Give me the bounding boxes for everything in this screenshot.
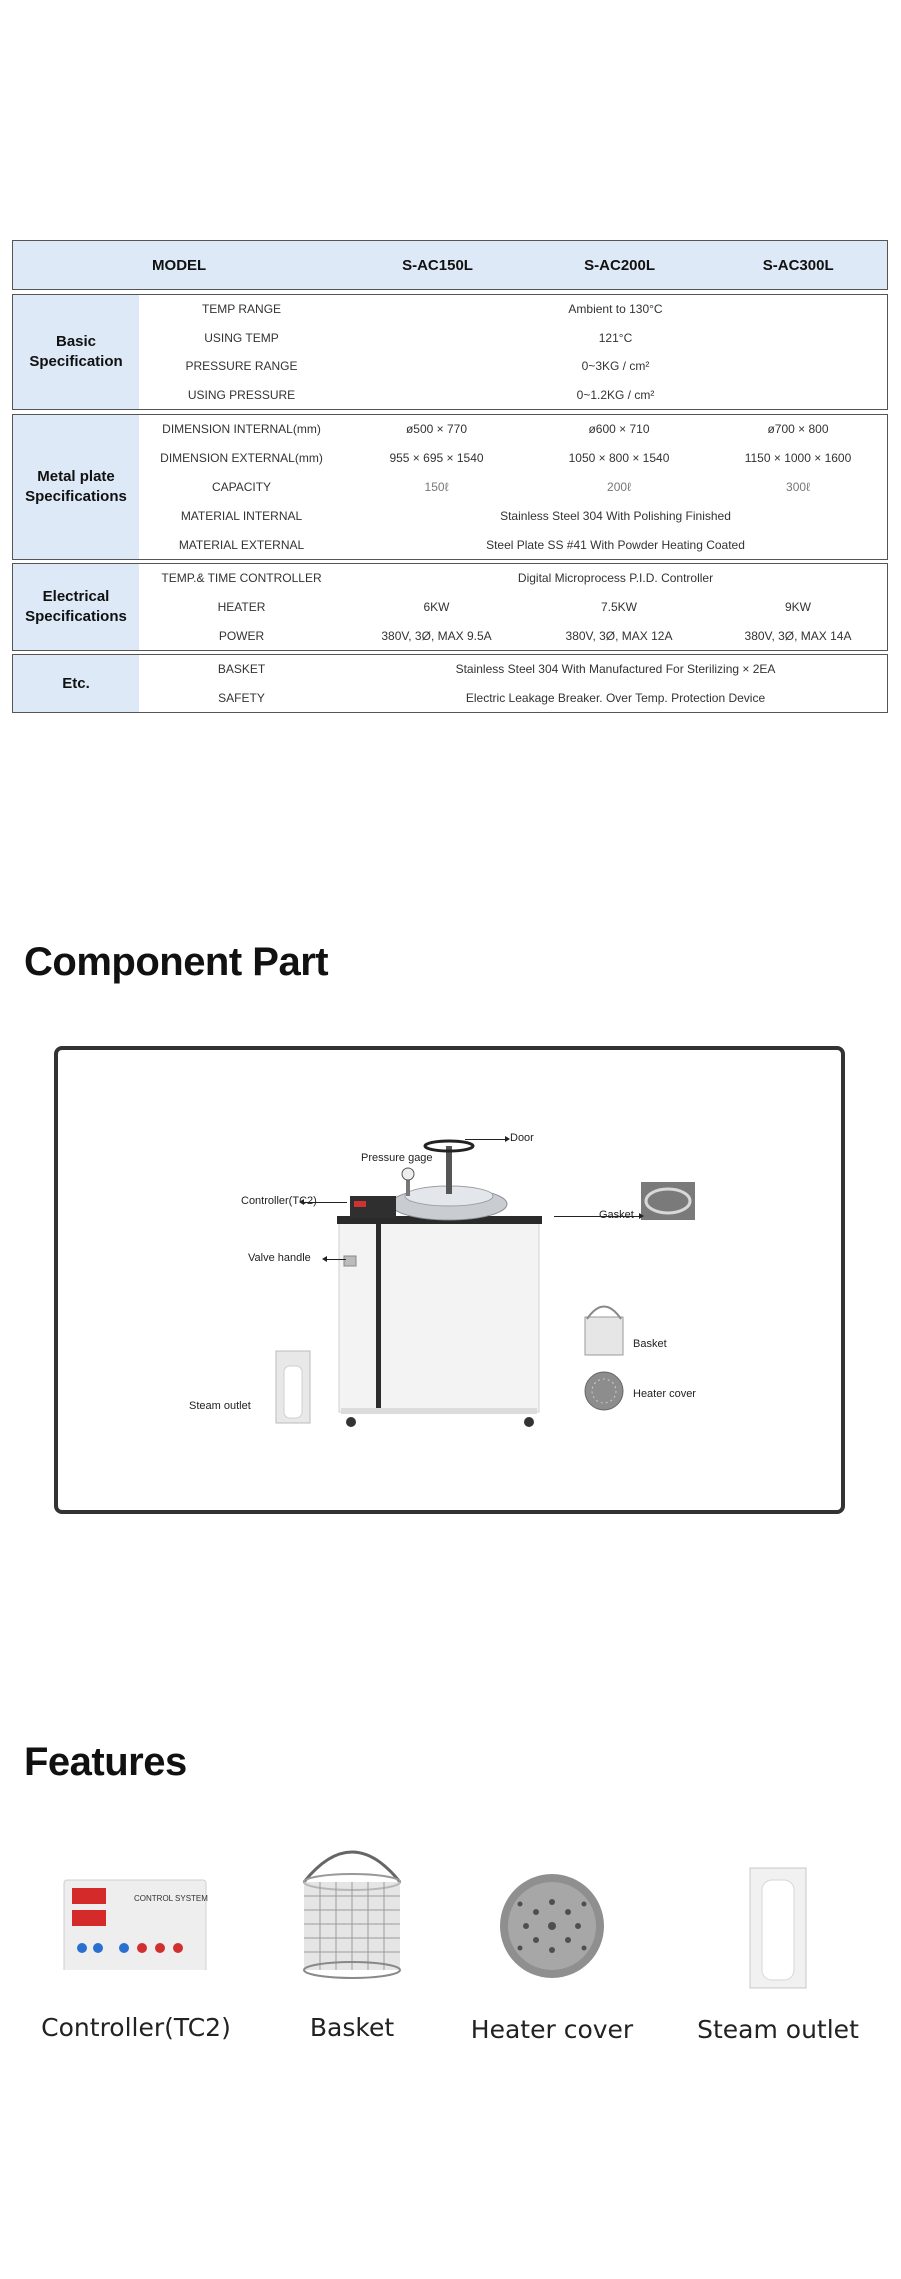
row-label: PRESSURE RANGE (185, 359, 298, 374)
label-pressure-gage: Pressure gage (361, 1152, 433, 1164)
table-row (139, 501, 887, 530)
table-row (139, 564, 887, 593)
table-row (139, 655, 887, 684)
heater-cover-image (585, 1372, 623, 1410)
row-label: MATERIAL EXTERNAL (178, 537, 305, 552)
row-value: 380V, 3Ø, MAX 12A (565, 628, 673, 643)
row-label: SAFETY (218, 690, 265, 705)
row-label: DIMENSION INTERNAL(mm) (162, 422, 321, 437)
row-label: HEATER (217, 600, 266, 614)
electrical-specification-group (12, 563, 888, 651)
features-title: Features (24, 1740, 187, 1784)
model-s-ac300l: S-AC300L (762, 256, 834, 274)
row-value: 1050 × 800 × 1540 (568, 451, 670, 466)
row-value: 0~3KG / cm² (581, 359, 650, 374)
row-value: Steel Plate SS #41 With Powder Heating Coated (486, 537, 745, 552)
row-label: MATERIAL INTERNAL (180, 508, 303, 523)
label-door: Door (510, 1132, 534, 1144)
label-controller: Controller(TC2) (241, 1195, 317, 1207)
model-s-ac150l: S-AC150L (402, 256, 473, 274)
row-value: 300ℓ (786, 479, 810, 494)
model-s-ac200l: S-AC200L (584, 256, 656, 274)
row-value: ø500 × 770 (405, 422, 468, 437)
table-row (139, 415, 887, 444)
basic-specification-group (12, 294, 888, 410)
door-shaft (446, 1146, 452, 1194)
valve-handle (344, 1256, 356, 1266)
feature-label: Steam outlet (697, 2015, 859, 2044)
group-label: Electrical Specifications (13, 564, 139, 650)
table-row (139, 621, 887, 650)
label-steam-outlet: Steam outlet (189, 1400, 251, 1412)
table-row (139, 530, 887, 559)
feature-label: Heater cover (470, 2015, 634, 2044)
pressure-gage (402, 1168, 414, 1180)
autoclave-body (339, 1222, 539, 1412)
table-row (139, 324, 887, 353)
row-label: USING PRESSURE (187, 387, 296, 402)
label-basket: Basket (633, 1338, 667, 1350)
row-value: 955 × 695 × 1540 (389, 451, 484, 466)
row-label: DIMENSION EXTERNAL(mm) (160, 451, 323, 466)
table-row (139, 593, 887, 622)
component-part-title: Component Part (24, 940, 329, 984)
row-value: 150ℓ (424, 479, 449, 494)
wheel-left (346, 1417, 356, 1427)
autoclave-frame-bar (376, 1222, 381, 1412)
table-row (139, 352, 887, 381)
table-row (139, 295, 887, 324)
row-label: TEMP.& TIME CONTROLLER (161, 571, 322, 586)
row-label: USING TEMP (204, 330, 279, 345)
row-value: 9KW (784, 600, 811, 614)
model-header: MODEL (152, 256, 207, 274)
label-gasket: Gasket (599, 1209, 634, 1221)
row-value: ø700 × 800 (767, 422, 829, 437)
group-label: Etc. (13, 655, 139, 712)
steam-outlet-photo (668, 1830, 888, 1990)
row-label: BASKET (217, 662, 266, 677)
row-label: POWER (218, 628, 265, 643)
row-label: TEMP RANGE (201, 302, 282, 317)
group-label: Metal plate Specifications (13, 415, 139, 559)
leader-valve-handle (324, 1259, 346, 1260)
row-value: Ambient to 130°C (568, 302, 663, 317)
heater-cover-photo (442, 1830, 662, 1980)
table-row (139, 473, 887, 502)
row-value: Digital Microprocess P.I.D. Controller (517, 571, 714, 586)
table-row (139, 381, 887, 410)
controller-display (354, 1201, 366, 1207)
row-value: 1150 × 1000 × 1600 (744, 451, 852, 466)
feature-label: Controller(TC2) (41, 2013, 231, 2042)
row-value: 380V, 3Ø, MAX 14A (744, 628, 852, 643)
control-system-label: CONTROL SYSTEM (134, 1894, 208, 1903)
component-diagram-frame (54, 1046, 845, 1514)
row-value: 0~1.2KG / cm² (576, 387, 655, 402)
label-valve-handle: Valve handle (248, 1252, 311, 1264)
row-value: 200ℓ (607, 479, 631, 494)
row-value: Stainless Steel 304 With Polishing Finished (500, 508, 731, 523)
controller-panel-image (26, 1830, 246, 1970)
basket-image (585, 1317, 623, 1355)
row-value: 380V, 3Ø, MAX 9.5A (381, 628, 492, 643)
autoclave-illustration (54, 1046, 845, 1514)
autoclave-base (341, 1408, 537, 1414)
label-heater-cover: Heater cover (633, 1388, 696, 1400)
spec-table-header (12, 240, 888, 290)
row-value: Stainless Steel 304 With Manufactured For Sterilizing × 2EA (455, 662, 776, 677)
metal-plate-specification-group (12, 414, 888, 560)
leader-door (465, 1139, 508, 1140)
group-label: Basic Specification (13, 295, 139, 409)
etc-specification-group (12, 654, 888, 713)
row-value: 7.5KW (600, 600, 637, 614)
table-row (139, 444, 887, 473)
table-row (139, 684, 887, 713)
row-value: 6KW (423, 600, 450, 614)
row-value: ø600 × 710 (588, 422, 650, 437)
feature-label: Basket (309, 2013, 395, 2042)
wheel-right (524, 1417, 534, 1427)
row-value: Electric Leakage Breaker. Over Temp. Protection Device (465, 690, 766, 705)
basket-photo (242, 1830, 462, 1980)
row-value: 121°C (598, 330, 633, 345)
row-label: CAPACITY (211, 479, 272, 494)
